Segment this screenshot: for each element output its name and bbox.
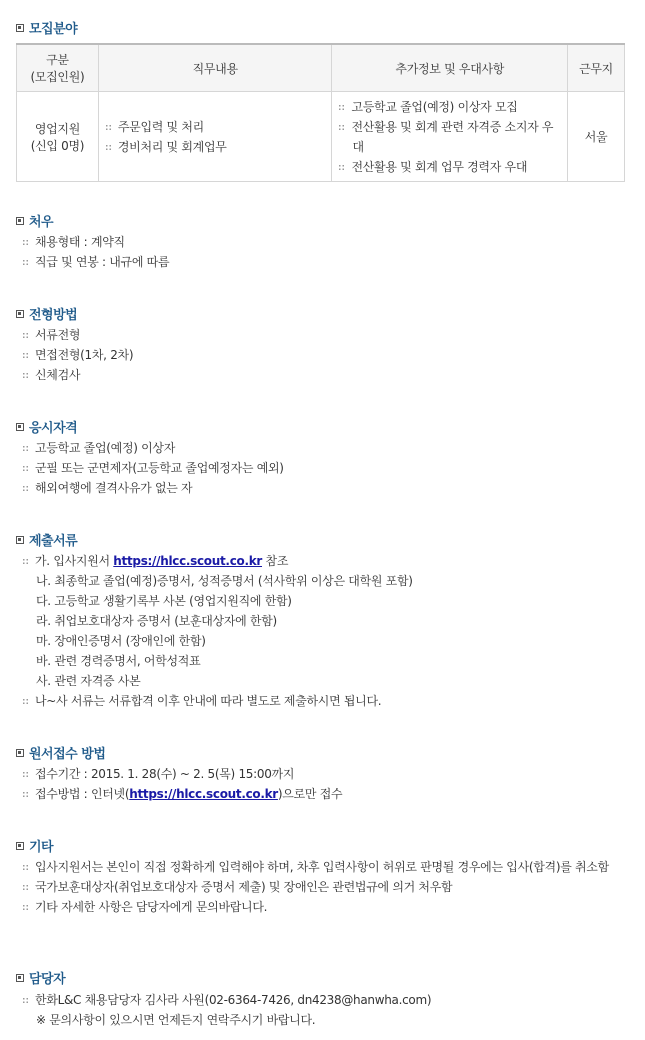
- square-bullet-icon: [16, 749, 24, 757]
- contact-list: [22, 990, 625, 1030]
- dot-bullet-icon: [22, 465, 29, 472]
- dot-bullet-icon: [22, 445, 29, 452]
- square-bullet-icon: [16, 974, 24, 982]
- list-item: 군필 또는 군면제자(고등학교 졸업예정자는 예외): [22, 458, 625, 478]
- list-item: 전산활용 및 회계 업무 경력자 우대: [338, 157, 561, 177]
- dot-bullet-icon: [105, 144, 112, 151]
- list-item: 라. 취업보호대상자 증명서 (보훈대상자에 한함): [36, 614, 277, 628]
- process-list: [22, 325, 625, 385]
- list-item: 한화L&C 채용담당자 김사라 사원(02-6364-7426, dn4238@hanwha.com): [22, 990, 625, 1010]
- scout-link[interactable]: https://hlcc.scout.co.kr: [113, 554, 263, 568]
- square-bullet-icon: [16, 536, 24, 544]
- dot-bullet-icon: [105, 124, 112, 131]
- square-bullet-icon: [16, 24, 24, 32]
- dot-bullet-icon: [22, 864, 29, 871]
- cell-location: 서울: [568, 92, 625, 182]
- square-bullet-icon: [16, 423, 24, 431]
- dot-bullet-icon: [22, 352, 29, 359]
- square-bullet-icon: [16, 217, 24, 225]
- list-item: 해외여행에 결격사유가 없는 자: [22, 478, 625, 498]
- square-bullet-icon: [16, 310, 24, 318]
- etc-list: [22, 858, 625, 917]
- dot-bullet-icon: [22, 239, 29, 246]
- cell-division: 영업지원 (신입 0명): [17, 92, 99, 182]
- list-item: 전산활용 및 회계 관련 자격증 소지자 우대: [338, 117, 561, 157]
- dot-bullet-icon: [22, 997, 29, 1004]
- section-title-etc: 기타: [16, 836, 53, 855]
- section-title-benefits: 처우: [16, 211, 53, 230]
- list-item: 사. 관련 자격증 사본: [36, 674, 141, 688]
- list-item: 직급 및 연봉 : 내규에 따름: [22, 252, 625, 272]
- list-item: 서류전형: [22, 325, 625, 345]
- dot-bullet-icon: [22, 558, 29, 565]
- section-title-contact: 담당자: [16, 968, 65, 987]
- dot-bullet-icon: [338, 104, 345, 111]
- list-item: 기타 자세한 사항은 담당자에게 문의바랍니다.: [22, 897, 625, 917]
- dot-bullet-icon: [22, 698, 29, 705]
- dot-bullet-icon: [22, 372, 29, 379]
- list-item: 접수방법 : 인터넷(https://hlcc.scout.co.kr)으로만 접수: [22, 784, 625, 804]
- list-item: 고등학교 졸업(예정) 이상자: [22, 438, 625, 458]
- list-item: 채용형태 : 계약직: [22, 232, 625, 252]
- section-title-process: 전형방법: [16, 304, 77, 323]
- list-item: 나~사 서류는 서류합격 이후 안내에 따라 별도로 제출하시면 됩니다.: [22, 691, 625, 711]
- section-title-qualification: 응시자격: [16, 417, 77, 436]
- list-item: 입사지원서는 본인이 직접 정확하게 입력해야 하며, 차후 입력사항이 허위로 판명될 경우에는 입사(합격)를 취소함: [22, 858, 625, 877]
- list-item: 신체검사: [22, 365, 625, 385]
- header-extra: 추가정보 및 우대사항: [332, 44, 568, 92]
- list-item: 고등학교 졸업(예정) 이상자 모집: [338, 97, 561, 117]
- section-title-documents: 제출서류: [16, 530, 77, 549]
- list-item: 바. 관련 경력증명서, 어학성적표: [36, 654, 201, 668]
- list-item: 접수기간 : 2015. 1. 28(수) ~ 2. 5(목) 15:00까지: [22, 764, 625, 784]
- list-item: 다. 고등학교 생활기록부 사본 (영업지원직에 한함): [36, 594, 292, 608]
- list-item: 면접전형(1차, 2차): [22, 345, 625, 365]
- section-title-recruit: 모집분야: [16, 18, 77, 37]
- qualification-list: [22, 438, 625, 498]
- dot-bullet-icon: [22, 332, 29, 339]
- dot-bullet-icon: [22, 771, 29, 778]
- list-item: 마. 장애인증명서 (장애인에 한함): [36, 634, 206, 648]
- dot-bullet-icon: [338, 124, 345, 131]
- section-title-apply: 원서접수 방법: [16, 743, 105, 762]
- list-item: 주문입력 및 처리: [105, 117, 326, 137]
- contact-note: ※ 문의사항이 있으시면 언제든지 연락주시기 바랍니다.: [36, 1013, 316, 1027]
- recruit-table: [16, 43, 625, 182]
- dot-bullet-icon: [22, 791, 29, 798]
- dot-bullet-icon: [22, 904, 29, 911]
- apply-list: [22, 764, 625, 804]
- dot-bullet-icon: [22, 485, 29, 492]
- dot-bullet-icon: [22, 884, 29, 891]
- header-location: 근무지: [568, 44, 625, 92]
- documents-list: [22, 551, 625, 711]
- scout-link[interactable]: https://hlcc.scout.co.kr: [129, 787, 278, 801]
- dot-bullet-icon: [338, 164, 345, 171]
- dot-bullet-icon: [22, 259, 29, 266]
- list-item: 국가보훈대상자(취업보호대상자 증명서 제출) 및 장애인은 관련법규에 의거 처우함: [22, 877, 625, 897]
- cell-duties: [98, 92, 332, 182]
- square-bullet-icon: [16, 842, 24, 850]
- header-division: 구분 (모집인원): [17, 44, 99, 92]
- list-item: 가. 입사지원서 https://hlcc.scout.co.kr 참조: [22, 551, 625, 571]
- table-row: [17, 92, 625, 182]
- cell-extras: [332, 92, 568, 182]
- benefits-list: [22, 232, 625, 272]
- header-duty: 직무내용: [98, 44, 332, 92]
- list-item: 경비처리 및 회계업무: [105, 137, 326, 157]
- list-item: 나. 최종학교 졸업(예정)증명서, 성적증명서 (석사학위 이상은 대학원 포함): [36, 574, 413, 588]
